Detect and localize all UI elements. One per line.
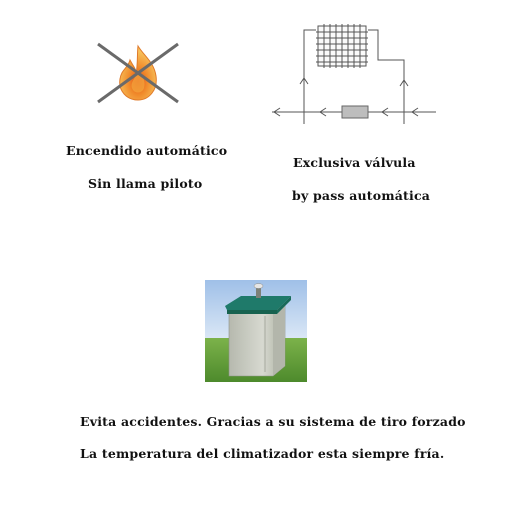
feature-caption-line-1: Exclusiva válvula [293, 155, 416, 170]
feature-caption-line-2: La temperatura del climatizador esta siempre fría. [80, 446, 445, 461]
feature-caption-line-1: Evita accidentes. Gracias a su sistema de tiro forzado [80, 414, 466, 429]
feature-caption-line-1: Encendido automático [66, 143, 228, 158]
feature-caption-line-2: by pass automática [292, 188, 431, 203]
bypass-valve-diagram-icon [268, 20, 440, 132]
heater-unit-photo [205, 280, 307, 382]
feature-caption-line-2: Sin llama piloto [88, 176, 203, 191]
no-flame-icon [92, 40, 184, 106]
